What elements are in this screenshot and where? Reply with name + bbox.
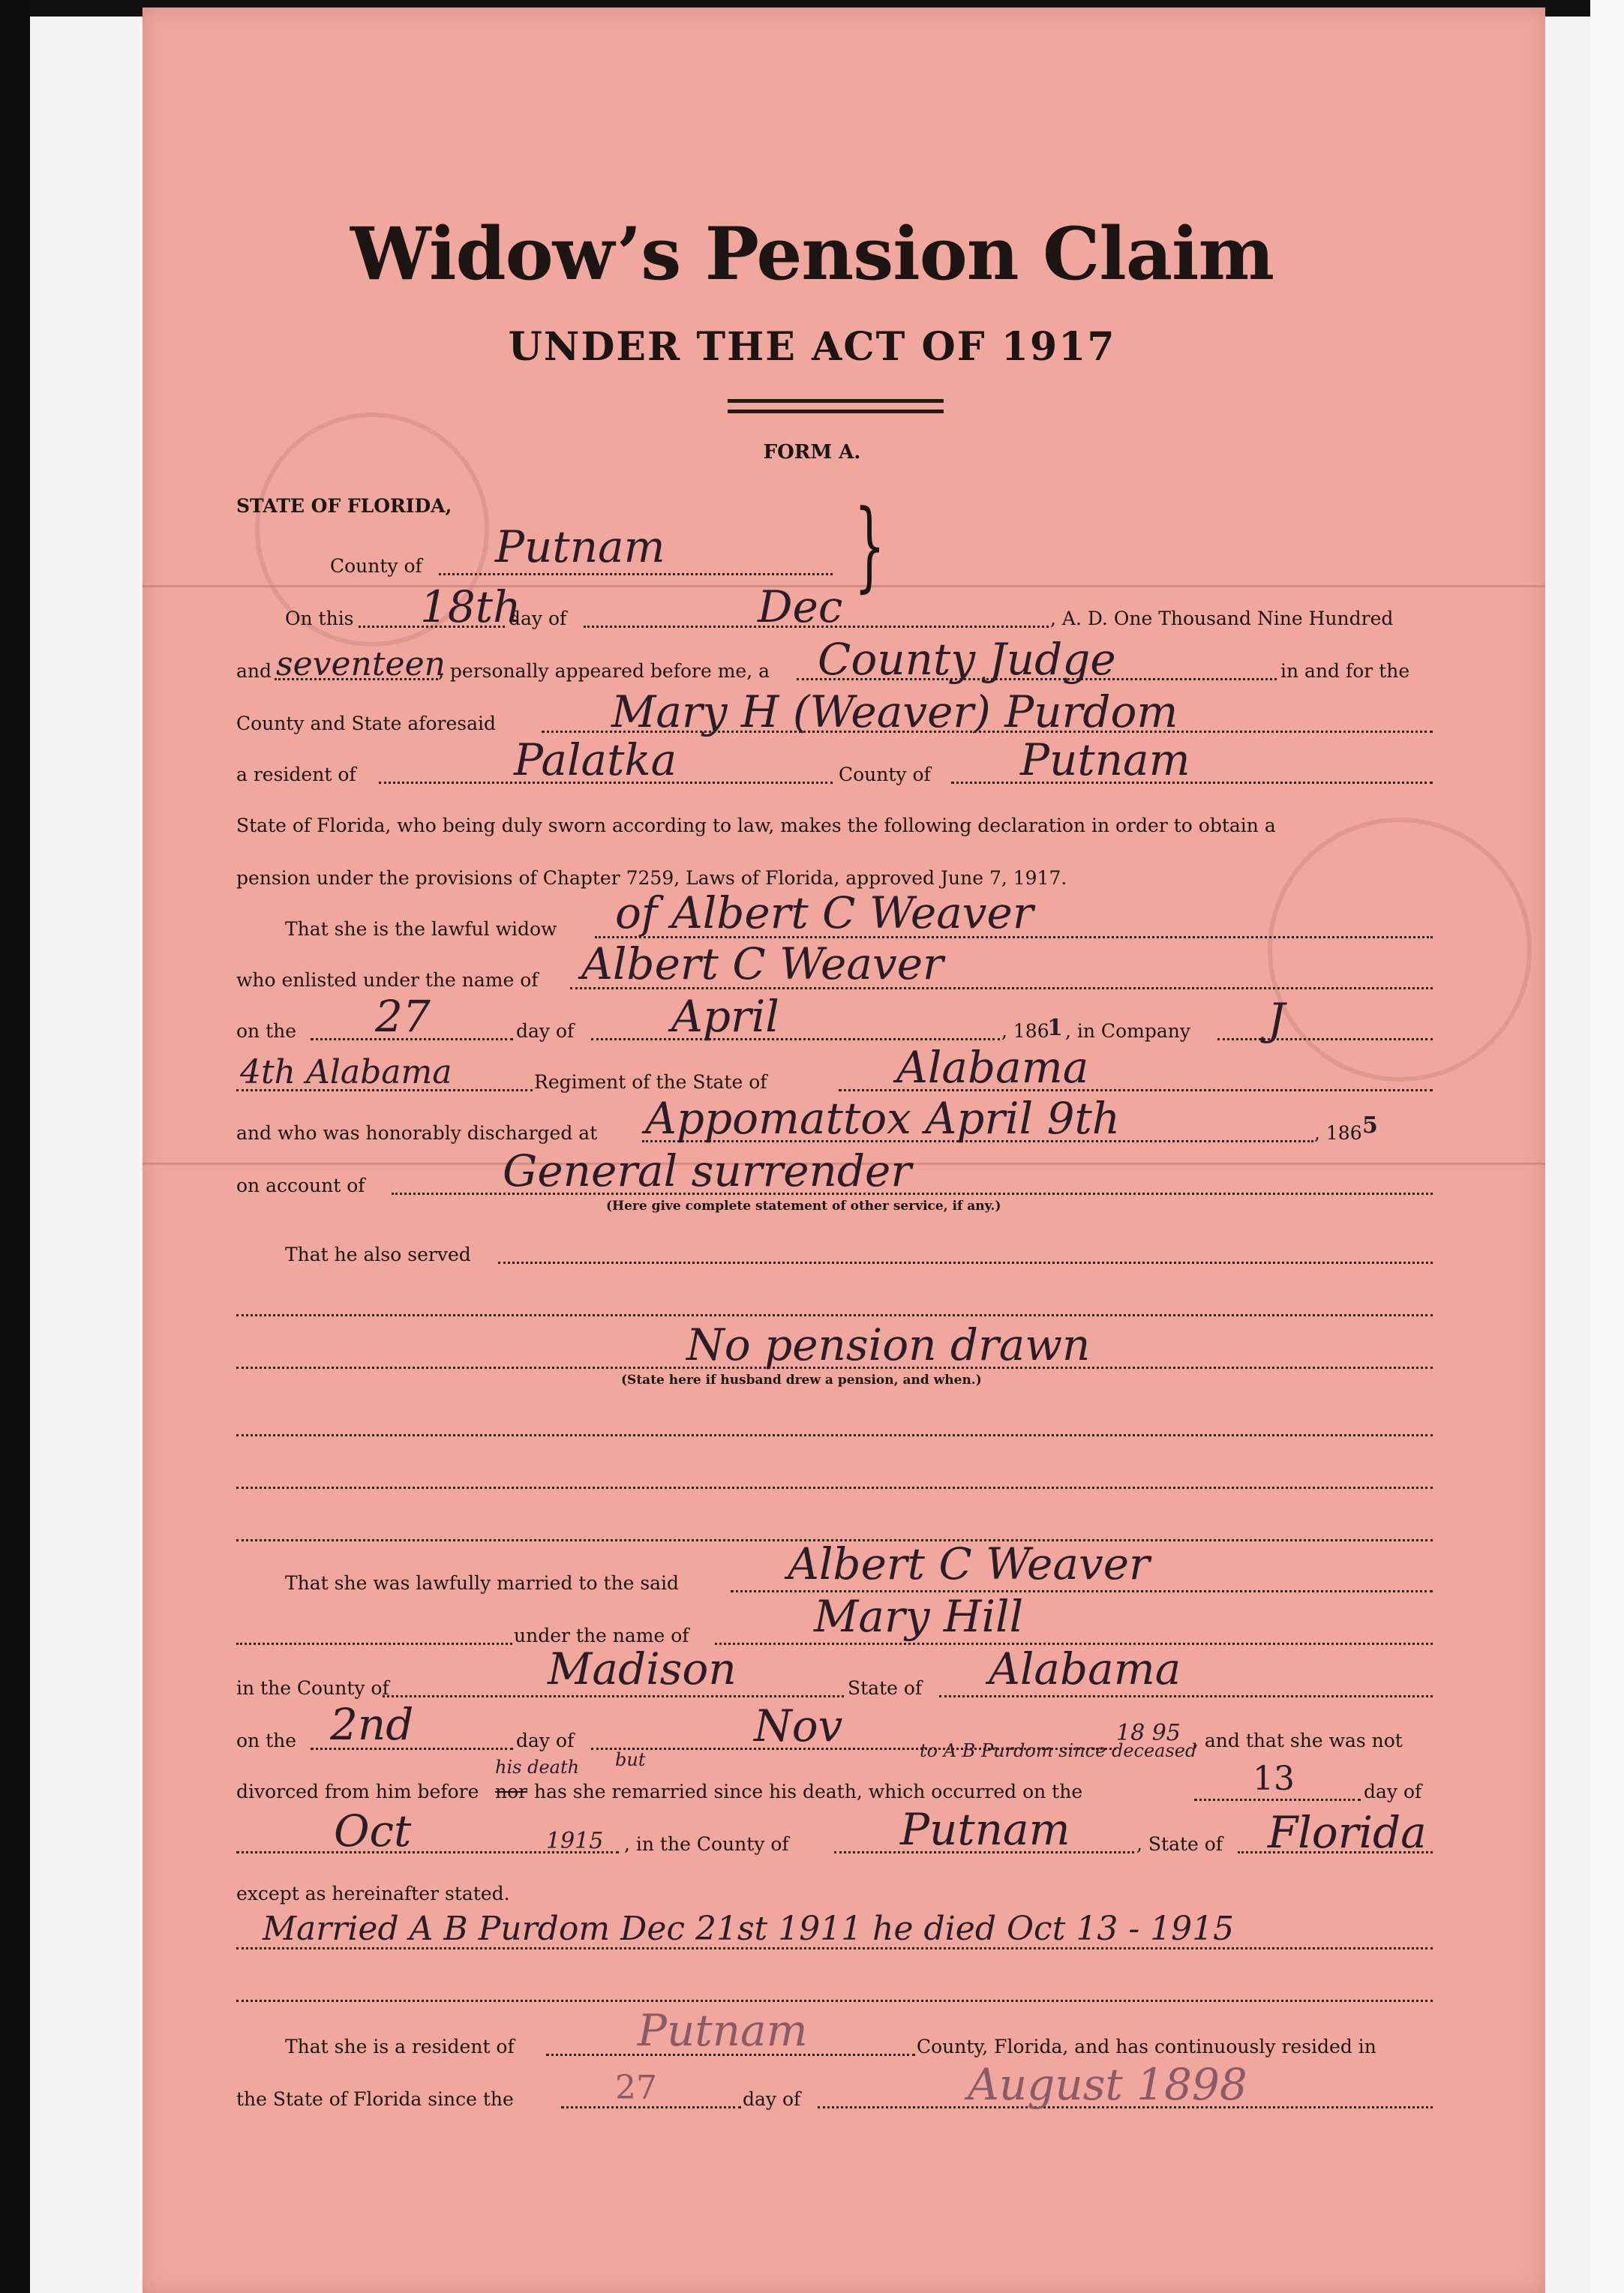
marriage-county-value: Madison xyxy=(548,1643,737,1694)
under-name-label: under the name of xyxy=(514,1625,689,1646)
death-state-label: , State of xyxy=(1136,1833,1223,1855)
company-line xyxy=(1217,1038,1433,1040)
account-label: on account of xyxy=(236,1175,365,1196)
insert-but: but xyxy=(615,1749,646,1770)
death-month-value: Oct xyxy=(334,1805,412,1856)
since-month-year-value: August 1898 xyxy=(968,2059,1247,2110)
state-of-label: State of xyxy=(848,1677,923,1699)
day-value: 18th xyxy=(420,581,521,632)
and-label: and xyxy=(236,660,272,682)
regiment-state-value: Alabama xyxy=(896,1042,1089,1093)
except-label: except as hereinafter stated. xyxy=(236,1883,510,1904)
death-day-of-label: day of xyxy=(1364,1781,1422,1802)
declaration-line-1: State of Florida, who being duly sworn according to law, makes the following declaration in order to obtain a xyxy=(236,815,1276,836)
other-service-note: (Here give complete statement of other service, if any.) xyxy=(606,1199,1001,1214)
regiment-value: 4th Alabama xyxy=(240,1053,452,1091)
residence-county-value: Putnam xyxy=(1020,734,1190,785)
death-state-value: Florida xyxy=(1268,1807,1427,1858)
death-year-value: 1915 xyxy=(546,1828,604,1854)
marriage-day-of-label: day of xyxy=(516,1730,575,1751)
maiden-value: Mary Hill xyxy=(814,1591,1024,1642)
also-served-line xyxy=(498,1262,1433,1264)
residence-value: Palatka xyxy=(514,734,677,785)
death-county-label: , in the County of xyxy=(624,1833,789,1855)
blank-line xyxy=(236,1314,1433,1316)
struck-word: nor xyxy=(495,1781,528,1802)
divorced-label: divorced from him before xyxy=(236,1781,479,1802)
bleed-through-seal xyxy=(1268,818,1532,1082)
insert-his-death: his death xyxy=(495,1757,580,1778)
resident-county-value: Putnam xyxy=(638,2005,808,2056)
day-of-label: day of xyxy=(509,608,567,629)
day-of-label: day of xyxy=(516,1020,575,1042)
discharged-label: and who was honorably discharged at xyxy=(236,1122,598,1144)
county-line xyxy=(439,573,833,575)
year-prefix: , 186 xyxy=(1001,1020,1049,1042)
in-and-for-label: in and for the xyxy=(1280,660,1410,682)
appeared-label: , personally appeared before me, a xyxy=(438,660,770,682)
insert-purdom: to A B Purdom since deceased xyxy=(920,1740,1197,1761)
form-label: FORM A. xyxy=(763,441,861,464)
regiment-label: Regiment of the State of xyxy=(534,1071,767,1093)
form-subtitle: UNDER THE ACT OF 1917 xyxy=(508,324,1116,370)
marriage-year-value: 18 95 xyxy=(1116,1720,1181,1746)
blank-line xyxy=(236,1434,1433,1436)
maiden-line-lead xyxy=(236,1643,512,1645)
husband-value: Albert C Weaver xyxy=(788,1538,1150,1589)
discharge-year-value: 5 xyxy=(1362,1112,1378,1139)
state-label: STATE OF FLORIDA, xyxy=(236,495,452,517)
since-day-of-label: day of xyxy=(743,2088,801,2110)
resident-county-tail: County, Florida, and has continuously resided in xyxy=(917,2036,1376,2057)
enlisted-value: Albert C Weaver xyxy=(581,938,944,989)
married-label: That she was lawfully married to the said xyxy=(285,1572,680,1594)
discharge-value: Appomattox April 9th xyxy=(645,1093,1121,1144)
county-value: Putnam xyxy=(495,521,665,572)
marriage-state-value: Alabama xyxy=(989,1643,1181,1694)
company-value: J xyxy=(1268,994,1286,1045)
remarried-label: has she remarried since his death, which occurred on the xyxy=(534,1781,1083,1802)
remark-value: Married A B Purdom Dec 21st 1911 he died Oct 13 - 1915 xyxy=(263,1910,1235,1948)
ad-label: , A. D. One Thousand Nine Hundred xyxy=(1050,608,1394,629)
enlist-month-value: April xyxy=(671,991,779,1042)
blank-line xyxy=(236,1487,1433,1489)
marriage-state-line xyxy=(939,1695,1433,1697)
company-label: , in Company xyxy=(1065,1020,1190,1042)
since-day-value: 27 xyxy=(615,2069,657,2107)
enlisted-label: who enlisted under the name of xyxy=(236,969,539,991)
account-value: General surrender xyxy=(503,1145,912,1196)
county-of-label: County of xyxy=(839,764,931,785)
official-value: County Judge xyxy=(818,634,1116,685)
month-value: Dec xyxy=(758,581,843,632)
discharge-year-prefix: , 186 xyxy=(1314,1122,1362,1144)
enlist-year-value: 1 xyxy=(1047,1015,1063,1041)
blank-line xyxy=(236,2000,1433,2002)
resident-label: a resident of xyxy=(236,764,356,785)
widow-label: That she is the lawful widow xyxy=(285,918,557,940)
marriage-month-value: Nov xyxy=(754,1700,843,1751)
in-county-label: in the County of xyxy=(236,1677,389,1699)
on-the-label: on the xyxy=(236,1020,297,1042)
enlist-day-value: 27 xyxy=(375,991,431,1042)
venue-brace: } xyxy=(854,488,886,602)
marriage-on-label: on the xyxy=(236,1730,297,1751)
county-state-label: County and State aforesaid xyxy=(236,713,497,734)
marriage-day-value: 2nd xyxy=(330,1699,414,1750)
marriage-county-line xyxy=(383,1695,844,1697)
declaration-line-2: pension under the provisions of Chapter 7259, Laws of Florida, approved June 7, 1917. xyxy=(236,867,1067,889)
death-day-line xyxy=(1194,1799,1361,1801)
title-rule xyxy=(728,399,944,403)
widow-value: of Albert C Weaver xyxy=(615,887,1034,938)
also-served-label: That he also served xyxy=(285,1244,471,1265)
pension-note: (State here if husband drew a pension, and when.) xyxy=(621,1373,982,1388)
claimant-value: Mary H (Weaver) Purdom xyxy=(611,686,1178,737)
county-label: County of xyxy=(330,555,422,577)
death-day-value: 13 xyxy=(1253,1760,1295,1798)
death-county-value: Putnam xyxy=(900,1804,1070,1855)
year-value: seventeen xyxy=(276,645,446,683)
resident-of-label: That she is a resident of xyxy=(285,2036,515,2057)
title-rule xyxy=(728,410,944,413)
not-divorced-label: , and that she was not xyxy=(1193,1730,1403,1751)
since-label: the State of Florida since the xyxy=(236,2088,514,2110)
enlist-month-line xyxy=(591,1038,1000,1040)
on-this-label: On this xyxy=(285,608,354,629)
pension-value: No pension drawn xyxy=(686,1319,1091,1370)
form-title: Widow’s Pension Claim xyxy=(350,212,1274,296)
